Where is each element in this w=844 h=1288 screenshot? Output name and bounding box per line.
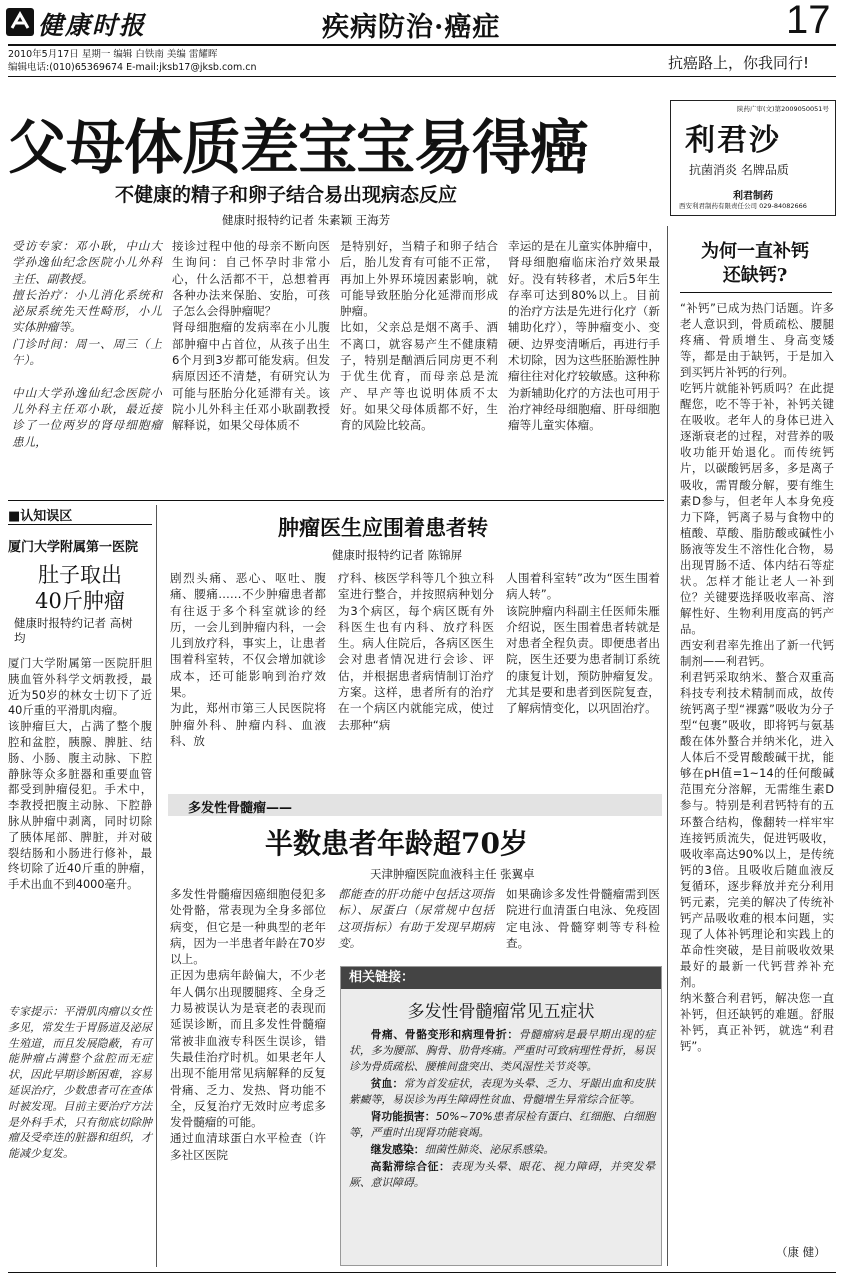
masthead [0, 0, 844, 76]
main-col-4: 幸运的是在儿童实体肿瘤中，肾母细胞瘤临床治疗效果最好。没有转移者，术后5年生存率可达到80%以上。目前的治疗方法是先进行化疗（新辅助化疗），等肿瘤变小、变硬、边界变清晰后，再进行手术切除，因为这些胚胎源性肿瘤往往对化疗较敏感。这种称为新辅助化疗的方法也可用于治疗神经母细胞瘤、肝母细胞瘤等儿童实体瘤。 [508, 239, 660, 433]
left-tag-rule [8, 524, 152, 525]
left-hospital: 厦门大学附属第一医院 [8, 540, 139, 555]
newspaper-logo [6, 6, 166, 40]
ad-maker: 利君制药 [733, 191, 773, 202]
article3-byline: 天津肿瘤医院血液科主任 张翼卓 [370, 867, 535, 881]
ad-tagline: 抗菌消炎 名牌品质 [689, 163, 789, 177]
left-byline: 健康时报特约记者 高树均 [14, 616, 133, 645]
sidebar-headline: 为何一直补钙 还缺钙? [701, 241, 809, 286]
symptom-text: 骨髓瘤病是最早期出现的症状，多为腰部、胸骨、肋骨疼痛。严重时可致病理性骨折，易误诊为骨质疏松、腰椎间盘突出、类风湿性关节炎等。 [349, 1028, 656, 1073]
left-expert-tip: 专家提示：平滑肌肉瘤以女性多见，常发生于胃肠道及泌尿生殖道，而且发展隐蔽，有可能肿瘤占满整个盆腔而无症状，因此早期诊断困难，容易延误治疗，少数患者可在查体时被发现。目前主要治疗方法是外科手术，只有彻底切除肿瘤及受牵连的脏器和组织，才能减少复发。 [8, 1005, 152, 1161]
contact-info: 编辑电话:(010)65369674 E-mail:jksb17@jksb.com.cn [8, 62, 257, 73]
article3-col-3: 如果确诊多发性骨髓瘤需到医院进行血清蛋白电泳、免疫固定电泳、骨髓穿刺等专科检查。 [506, 887, 660, 950]
page-bottom-rule [8, 1272, 836, 1273]
main-headline: 父母体质差宝宝易得癌 [8, 113, 589, 182]
symptom-text: 细菌性肺炎、泌尿系感染。 [424, 1143, 555, 1156]
symptom-item [349, 1142, 655, 1158]
symptom-item [349, 1159, 655, 1191]
main-col-2: 接诊过程中他的母亲不断向医生询问：自己怀孕时非常小心，什么活都不干，总想着再各种办法来保胎、安胎，可孩子怎么会得肿瘤呢？ 肾母细胞瘤的发病率在小儿腹部肿瘤中占首位，从孩子出生6个月到3岁都可能发病。但发病原因还不清楚，有研究认为可能与胚胎分化延滞有关。该院小儿外科主任邓小耿副教授解释说，如果父母体质不 [172, 239, 330, 433]
left-body: 厦门大学附属第一医院肝胆胰血管外科学文炳教授，最近为50岁的林女士切下了近40斤重的平滑肌肉瘤。 该肿瘤巨大，占满了整个腹腔和盆腔，胰腺、脾脏、结肠、小肠、腹主动脉、下腔静脉等众多脏器和重要血管都受到肿瘤侵犯。手术中，李教授把腹主动脉、下腔静脉从肿瘤中剥离，同时切除了胰体尾部、脾脏，并对破裂结肠和小肠进行修补，最终切除了近40斤重的肿瘤，手术出血不到4000毫升。 [8, 657, 152, 892]
ad-box [670, 100, 836, 216]
symptom-item [349, 1109, 655, 1141]
symptom-text: 表现为头晕、眼花、视力障碍，并突发晕厥、意识障碍。 [349, 1160, 656, 1189]
sidebar-rule [680, 292, 832, 293]
symptom-heading: 骨痛、骨骼变形和病理骨折： [370, 1028, 519, 1041]
article2-col-3: 人围着科室转”改为“医生围着病人转”。 该院肿瘤内科副主任医师朱雁介绍说，医生围着患者转就是对患者全程负责。即便患者出院，医生还要为患者制订系统的康复计划，预防肿瘤复发。尤其是要和患者到医院复查，了解病情变化，以巩固治疗。 [506, 571, 660, 716]
left-tag: ■认知误区 [8, 509, 73, 524]
related-title: 多发性骨髓瘤常见五症状 [407, 1002, 595, 1022]
article3-headline: 半数患者年龄超70岁 [265, 827, 528, 860]
sidebar-body: “补钙”已成为热门话题。许多老人意识到，骨质疏松、腰腿疼痛、骨质增生、身高变矮等，都是由于缺钙，于是加入到买钙片补钙的行列。 吃钙片就能补钙质吗？在此提醒您，吃不等于补，补钙关键在吸收。老年人的身体已进入逐渐衰老的过程，对营养的吸收功能开始退化。而传统钙片，以碳酸钙居多，多是离子吸收，需胃酸分解，要有维生素D参与，但老年人本身免疫力下降，钙离子易与食物中的植酸、草酸、脂肪酸或碱性小肠液等发生不溶性化合物，易出现胃肠不适、体内结石等症状。怎样才能让老人一补到位？关键要选择吸收率高、溶解性好、生物利用度高的钙产品。 西安利君率先推出了新一代钙制剂——利君钙。 利君钙采取纳米、螯合双重高科技专利技术精制而成，故传统钙离子型“裸露”吸收为分子型“包裹”吸收，即将钙与氨基酸在体外螯合并纳米化，进入人体后不受胃酸酸碱干扰，能够在pH值=1~14的任何酸碱范围充分溶解，无需维生素D参与。特别是利君钙特有的五环螯合结构，像翻转一样牢牢连接钙质流失，促进钙吸收，吸收率高达90%以上，是传统钙的3倍。且吸收后随血液反复循环，逐步释放并充分利用钙元素，完美的解决了传统补钙产品吸收难的根本问题，实现了人体补钙理论和实践上的革命性突破，是目前吸收效果最好的最新一代钙营养补充剂。 纳米螯合利君钙，解决您一直补钙，但还缺钙的难题。舒服补钙，真正补钙，就选“利君钙”。 [680, 301, 834, 1054]
article2-headline: 肿瘤医生应围着患者转 [278, 515, 488, 540]
ad-fine-print: 陕药广审(文)第2009050051号 [737, 105, 829, 113]
article3-kicker: 多发性骨髓瘤—— [188, 801, 293, 816]
side-divider [667, 226, 668, 1266]
main-col-3: 是特别好，当精子和卵子结合后，胎儿发育有可能不正常，再加上外界环境因素影响，就可能导致胚胎分化延滞而形成肿瘤。 比如，父亲总是烟不离手、酒不离口，就容易产生不健康精子，特别是酗酒后同房更不利于优生优育，而母亲总是流产、早产等也说明体质不太好。如果父母体质都不好，生育的风险比较高。 [340, 239, 498, 433]
logo-text: 健康时报 [38, 11, 147, 40]
masthead-rule-bottom [8, 76, 836, 77]
symptom-text: 常为首发症状，表现为头晕、乏力、牙龈出血和皮肤紫癜等，易误诊为再生障碍性贫血、骨髓增生异常综合征等。 [349, 1077, 656, 1106]
left-headline: 肚子取出 40斤肿瘤 [35, 563, 125, 613]
logo-mark-icon [6, 8, 34, 36]
symptom-heading: 高黏滞综合征： [370, 1160, 451, 1173]
ad-brand: 利君沙 [685, 123, 781, 158]
symptom-text: 50%~70%患者尿检有蛋白、红细胞、白细胞等，严重时出现肾功能衰竭。 [349, 1110, 656, 1139]
article2-col-1: 剧烈头痛、恶心、呕吐、腹痛、腰痛……不少肿瘤患者都有往返于多个科室就诊的经历，一会儿到肿瘤内科，一会儿到放疗科，事实上，让患者围着科室转，不仅会增加就诊成本，还可能影响到治疗效果。 为此，郑州市第三人民医院将肿瘤外科、肿瘤内科、血液科、放 [170, 571, 326, 748]
main-bottom-rule [8, 500, 664, 501]
symptom-list [349, 1027, 655, 1191]
issue-info: 2010年5月17日 星期一 编辑 白铁南 美编 雷耀晖 [8, 49, 218, 60]
symptom-heading: 肾功能损害： [370, 1110, 436, 1123]
symptom-heading: 继发感染： [370, 1143, 425, 1156]
symptom-item [349, 1076, 655, 1108]
ad-contact: 西安利君制药有限责任公司 029-84082666 [679, 202, 807, 210]
related-box [340, 966, 662, 1266]
article3-col-2: 都能查的肝功能中包括这项指标）、尿蛋白（尿常规中包括这项指标）有助于发现早期病变。 [338, 887, 494, 950]
main-subheadline: 不健康的精子和卵子结合易出现病态反应 [115, 184, 458, 206]
left-col-divider [156, 505, 157, 1267]
related-label: 相关链接： [341, 967, 661, 989]
article2-col-2: 疗科、核医学科等几个独立科室进行整合，并按照病种划分为3个病区，每个病区既有外科医生也有内科、放疗科医生。病人住院后，各病区医生会对患者情况进行会诊、评估，并根据患者病情制订治疗方案。这样，患者所有的治疗在一个病区内就能完成，使过去那种“病 [338, 571, 494, 732]
page-number: 17 [786, 0, 831, 42]
section-title: 疾病防治·癌症 [322, 12, 501, 43]
symptom-item [349, 1027, 655, 1075]
symptom-heading: 贫血： [370, 1077, 404, 1090]
article2-byline: 健康时报特约记者 陈锦屏 [332, 548, 463, 562]
sidebar-signature: （康 健） [776, 1245, 826, 1259]
article3-col-1: 多发性骨髓瘤因癌细胞侵犯多处骨骼，常表现为全身多部位病变，但它是一种典型的老年病，因为一半患者年龄在70岁以上。 正因为患病年龄偏大，不少老年人偶尔出现腰腿疼、全身乏力易被误认为是衰老的表现而延误诊断，而且多发性骨髓瘤常被非血液专科医生误诊，错失最佳治疗时机。如果老年人出现不能用常见病解释的反复骨痛、乏力、发热、肾功能不全，反复治疗无效时应考虑多发骨髓瘤的可能。 通过血清球蛋白水平检查（许多社区医院 [170, 887, 326, 1162]
slogan: 抗癌路上，你我同行! [668, 54, 810, 72]
masthead-rule [8, 44, 836, 46]
main-col-1: 受访专家：邓小耿，中山大学孙逸仙纪念医院小儿外科主任、副教授。 擅长治疗：小儿消化系统和泌尿系统先天性畸形，小儿实体肿瘤等。 门诊时间：周一、周三（上午）。 中山大学孙逸仙纪念医院小儿外科主任邓小耿，最近接诊了一位两岁的肾母细胞瘤患儿， [12, 239, 162, 449]
main-byline: 健康时报特约记者 朱素颖 王海芳 [222, 213, 391, 227]
